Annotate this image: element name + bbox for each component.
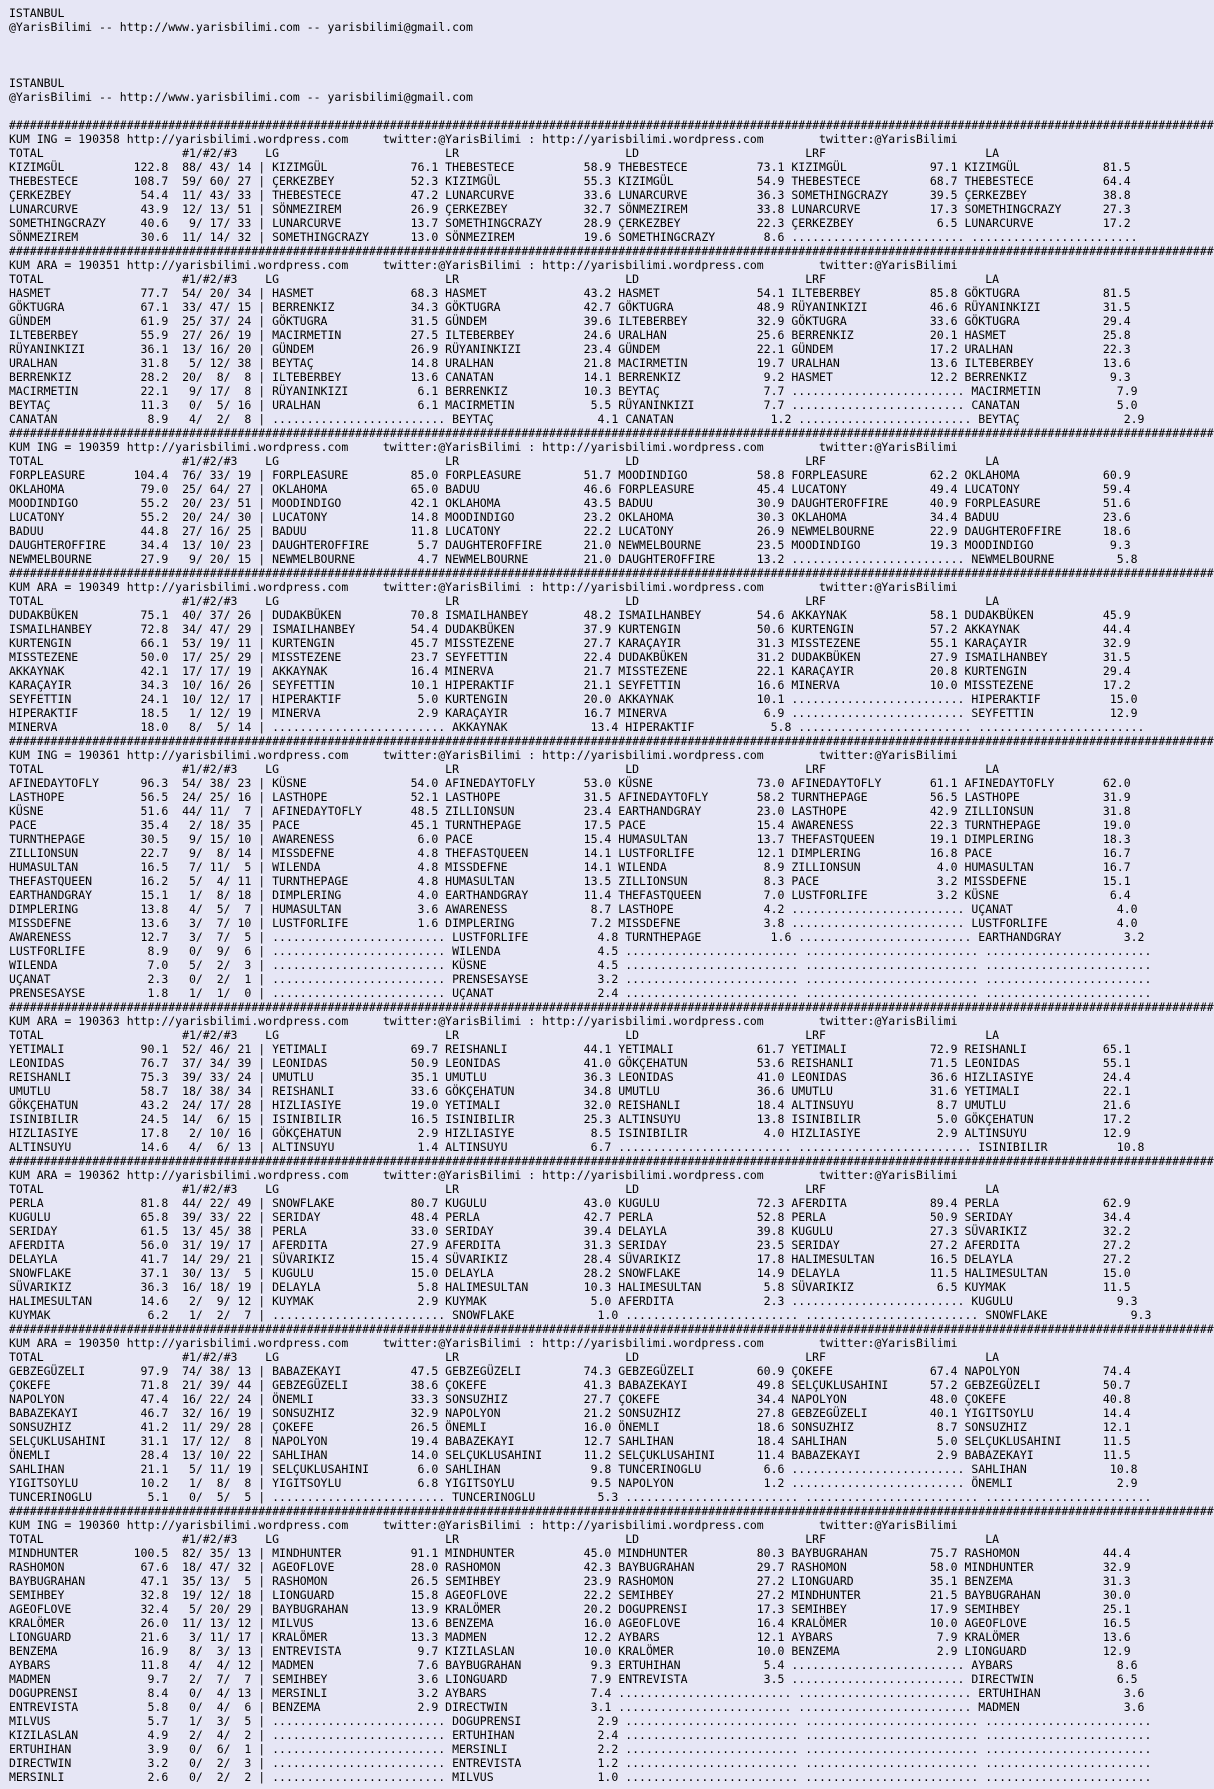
text-line: KUM ING = 190360 http://yarisbilimi.wordpress.com twitter:@YarisBilimi : http://yarisbilimi.wordpress.com twitter:@YarisBilimi	[9, 1518, 958, 1532]
text-line: LUNARCURVE 43.9 12/ 13/ 51 | SÖNMEZIREM 26.9 ÇERKEZBEY 32.7 SÖNMEZIREM 33.8 LUNARCURVE 17.3 SOMETHINGCRAZY 27.3	[9, 202, 1131, 216]
separator-line: ##############################################################################################################################################################################	[9, 118, 1214, 132]
text-line: NAPOLYON 47.4 16/ 22/ 24 | ÖNEMLI 33.3 SONSUZHIZ 27.7 ÇOKEFE 34.4 NAPOLYON 48.0 ÇOKEFE 40.8	[9, 1392, 1131, 1406]
text-line: @YarisBilimi -- http://www.yarisbilimi.com -- yarisbilimi@gmail.com	[9, 20, 473, 34]
text-line: KARAÇAYIR 34.3 10/ 16/ 26 | SEYFETTIN 10.1 HIPERAKTIF 21.1 SEYFETTIN 16.6 MINERVA 10.0 MISSTEZENE 17.2	[9, 678, 1131, 692]
text-line: KURTENGIN 66.1 53/ 19/ 11 | KURTENGIN 45.7 MISSTEZENE 27.7 KARAÇAYIR 31.3 MISSTEZENE 55.1 KARAÇAYIR 32.9	[9, 636, 1131, 650]
text-line: TUNCERINOGLU 5.1 0/ 5/ 5 | ......................... TUNCERINOGLU 5.3 ......................... ......................... ........................	[9, 1490, 1152, 1504]
text-line: DUDAKBÜKEN 75.1 40/ 37/ 26 | DUDAKBÜKEN 70.8 ISMAILHANBEY 48.2 ISMAILHANBEY 54.6 AKKAYNAK 58.1 DUDAKBÜKEN 45.9	[9, 608, 1131, 622]
text-line: BENZEMA 16.9 8/ 3/ 13 | ENTREVISTA 9.7 KIZILASLAN 10.0 KRALÖMER 10.0 BENZEMA 2.9 LIONGUARD 12.9	[9, 1644, 1131, 1658]
text-line: SERIDAY 61.5 13/ 45/ 38 | PERLA 33.0 SERIDAY 39.4 DELAYLA 39.8 KUGULU 27.3 SÜVARIKIZ 32.2	[9, 1224, 1131, 1238]
text-line: ENTREVISTA 5.8 0/ 4/ 6 | BENZEMA 2.9 DIRECTWIN 3.1 ......................... ......................... MADMEN 3.6	[9, 1700, 1145, 1714]
text-line: TURNTHEPAGE 30.5 9/ 15/ 10 | AWARENESS 6.0 PACE 15.4 HUMASULTAN 13.7 THEFASTQUEEN 19.1 DIMPLERING 18.3	[9, 832, 1131, 846]
text-line: MINERVA 18.0 8/ 5/ 14 | ......................... AKKAYNAK 13.4 HIPERAKTIF 5.8 ......................... ........................	[9, 720, 1145, 734]
text-line: HALIMESULTAN 14.6 2/ 9/ 12 | KUYMAK 2.9 KUYMAK 5.0 AFERDITA 2.3 ......................... KUGULU 9.3	[9, 1294, 1138, 1308]
text-line: KUGULU 65.8 39/ 33/ 22 | SERIDAY 48.4 PERLA 42.7 PERLA 52.8 PERLA 50.9 SERIDAY 34.4	[9, 1210, 1131, 1224]
text-line: ISTANBUL	[9, 6, 65, 20]
text-line: MISSDEFNE 13.6 3/ 7/ 10 | LUSTFORLIFE 1.6 DIMPLERING 7.2 MISSDEFNE 3.8 ......................... LUSTFORLIFE 4.0	[9, 916, 1138, 930]
text-line: AYBARS 11.8 4/ 4/ 12 | MADMEN 7.6 BAYBUGRAHAN 9.3 ERTUHIHAN 5.4 ......................... AYBARS 8.6	[9, 1658, 1138, 1672]
text-line: TOTAL #1/#2/#3 LG LR LD LRF LA	[9, 762, 1000, 776]
text-line: TOTAL #1/#2/#3 LG LR LD LRF LA	[9, 594, 1000, 608]
text-line: BERRENKIZ 28.2 20/ 8/ 8 | ILTEBERBEY 13.6 CANATAN 14.1 BERRENKIZ 9.2 HASMET 12.2 BERRENKIZ 9.3	[9, 370, 1131, 384]
text-line: URALHAN 31.8 5/ 12/ 38 | BEYTAÇ 14.8 URALHAN 21.8 MACIRMETIN 19.7 URALHAN 13.6 ILTEBERBEY 13.6	[9, 356, 1131, 370]
text-line: NEWMELBOURNE 27.9 9/ 20/ 15 | NEWMELBOURNE 4.7 NEWMELBOURNE 21.0 DAUGHTEROFFIRE 13.2 ......................... NEWMELBOURNE 5.8	[9, 552, 1138, 566]
text-line: REISHANLI 75.3 39/ 33/ 24 | UMUTLU 35.1 UMUTLU 36.3 LEONIDAS 41.0 LEONIDAS 36.6 HIZLIASIYE 24.4	[9, 1070, 1131, 1084]
text-line: AWARENESS 12.7 3/ 7/ 5 | ......................... LUSTFORLIFE 4.8 TURNTHEPAGE 1.6 ......................... EARTHANDGRAY 3.2	[9, 930, 1145, 944]
text-line: ISMAILHANBEY 72.8 34/ 47/ 29 | ISMAILHANBEY 54.4 DUDAKBÜKEN 37.9 KURTENGIN 50.6 KURTENGIN 57.2 AKKAYNAK 44.4	[9, 622, 1131, 636]
text-line: RÜYANINKIZI 36.1 13/ 16/ 20 | GÜNDEM 26.9 RÜYANINKIZI 23.4 GÜNDEM 22.1 GÜNDEM 17.2 URALHAN 22.3	[9, 342, 1131, 356]
text-line: THEFASTQUEEN 16.2 5/ 4/ 11 | TURNTHEPAGE 4.8 HUMASULTAN 13.5 ZILLIONSUN 8.3 PACE 3.2 MISSDEFNE 15.1	[9, 874, 1131, 888]
text-line: ÖNEMLI 28.4 13/ 10/ 22 | SAHLIHAN 14.0 SELÇUKLUSAHINI 11.2 SELÇUKLUSAHINI 11.4 BABAZEKAYI 2.9 BABAZEKAYI 11.5	[9, 1448, 1131, 1462]
separator-line: ##############################################################################################################################################################################	[9, 1154, 1214, 1168]
text-line: KUM ING = 190358 http://yarisbilimi.wordpress.com twitter:@YarisBilimi : http://yarisbilimi.wordpress.com twitter:@YarisBilimi	[9, 132, 958, 146]
text-line: HIPERAKTIF 18.5 1/ 12/ 19 | MINERVA 2.9 KARAÇAYIR 16.7 MINERVA 6.9 ......................... SEYFETTIN 12.9	[9, 706, 1138, 720]
text-line: SÖNMEZIREM 30.6 11/ 14/ 32 | SOMETHINGCRAZY 13.0 SÖNMEZIREM 19.6 SOMETHINGCRAZY 8.6 ......................... ........................	[9, 230, 1138, 244]
text-line: DOGUPRENSI 8.4 0/ 4/ 13 | MERSINLI 3.2 AYBARS 7.4 ......................... ......................... ERTUHIHAN 3.6	[9, 1686, 1145, 1700]
separator-line: ##############################################################################################################################################################################	[9, 734, 1214, 748]
text-line: MADMEN 9.7 2/ 7/ 7 | SEMIHBEY 3.6 LIONGUARD 7.9 ENTREVISTA 3.5 ......................... DIRECTWIN 6.5	[9, 1672, 1138, 1686]
text-line: BEYTAÇ 11.3 0/ 5/ 16 | URALHAN 6.1 MACIRMETIN 5.5 RÜYANINKIZI 7.7 ......................... CANATAN 5.0	[9, 398, 1138, 412]
text-line: DAUGHTEROFFIRE 34.4 13/ 10/ 23 | DAUGHTEROFFIRE 5.7 DAUGHTEROFFIRE 21.0 NEWMELBOURNE 23.5 MOODINDIGO 19.3 MOODINDIGO 9.3	[9, 538, 1131, 552]
text-line: MERSINLI 2.6 0/ 2/ 2 | ......................... MILVUS 1.0 ......................... ......................... ........................	[9, 1770, 1152, 1784]
text-line: TOTAL #1/#2/#3 LG LR LD LRF LA	[9, 272, 1000, 286]
text-line: LIONGUARD 21.6 3/ 11/ 17 | KRALÖMER 13.3 MADMEN 12.2 AYBARS 12.1 AYBARS 7.9 KRALÖMER 13.6	[9, 1630, 1131, 1644]
text-line: RASHOMON 67.6 18/ 47/ 32 | AGEOFLOVE 28.0 RASHOMON 42.3 BAYBUGRAHAN 29.7 RASHOMON 58.0 MINDHUNTER 32.9	[9, 1560, 1131, 1574]
text-line: KUM ARA = 190351 http://yarisbilimi.wordpress.com twitter:@YarisBilimi : http://yarisbilimi.wordpress.com twitter:@YarisBilimi	[9, 258, 958, 272]
text-line: KUM ARA = 190363 http://yarisbilimi.wordpress.com twitter:@YarisBilimi : http://yarisbilimi.wordpress.com twitter:@YarisBilimi	[9, 1014, 958, 1028]
text-line: ÇOKEFE 71.8 21/ 39/ 44 | GEBZEGÜZELI 38.6 ÇOKEFE 41.3 BABAZEKAYI 49.8 SELÇUKLUSAHINI 57.2 GEBZEGÜZELI 50.7	[9, 1378, 1131, 1392]
text-line	[9, 34, 1080, 48]
separator-line: ##############################################################################################################################################################################	[9, 1000, 1214, 1014]
text-line: LEONIDAS 76.7 37/ 34/ 39 | LEONIDAS 50.9 LEONIDAS 41.0 GÖKÇEHATUN 53.6 REISHANLI 71.5 LEONIDAS 55.1	[9, 1056, 1131, 1070]
text-line: TOTAL #1/#2/#3 LG LR LD LRF LA	[9, 454, 1000, 468]
text-line	[9, 48, 1080, 62]
text-line: GEBZEGÜZELI 97.9 74/ 38/ 13 | BABAZEKAYI 47.5 GEBZEGÜZELI 74.3 GEBZEGÜZELI 60.9 ÇOKEFE 67.4 NAPOLYON 74.4	[9, 1364, 1131, 1378]
text-line: MOODINDIGO 55.2 20/ 23/ 51 | MOODINDIGO 42.1 OKLAHOMA 43.5 BADUU 30.9 DAUGHTEROFFIRE 40.9 FORPLEASURE 51.6	[9, 496, 1131, 510]
text-line: TOTAL #1/#2/#3 LG LR LD LRF LA	[9, 1028, 1000, 1042]
text-line: SÜVARIKIZ 36.3 16/ 18/ 19 | DELAYLA 5.8 HALIMESULTAN 10.3 HALIMESULTAN 5.8 SÜVARIKIZ 6.5 KUYMAK 11.5	[9, 1280, 1131, 1294]
text-line: SEYFETTIN 24.1 10/ 12/ 17 | HIPERAKTIF 5.0 KURTENGIN 20.0 AKKAYNAK 10.1 ......................... HIPERAKTIF 15.0	[9, 692, 1138, 706]
text-line: TOTAL #1/#2/#3 LG LR LD LRF LA	[9, 1350, 1000, 1364]
text-line: MINDHUNTER 100.5 82/ 35/ 13 | MINDHUNTER 91.1 MINDHUNTER 45.0 MINDHUNTER 80.3 BAYBUGRAHAN 75.7 RASHOMON 44.4	[9, 1546, 1131, 1560]
text-line: KUYMAK 6.2 1/ 2/ 7 | ......................... SNOWFLAKE 1.0 ......................... ......................... SNOWFLAKE 9.3	[9, 1308, 1152, 1322]
separator-line: ##############################################################################################################################################################################	[9, 1504, 1214, 1518]
text-line: BABAZEKAYI 46.7 32/ 16/ 19 | SONSUZHIZ 32.9 NAPOLYON 21.2 SONSUZHIZ 27.8 GEBZEGÜZELI 40.1 YIGITSOYLU 14.4	[9, 1406, 1131, 1420]
text-line: AFINEDAYTOFLY 96.3 54/ 38/ 23 | KÜSNE 54.0 AFINEDAYTOFLY 53.0 KÜSNE 73.0 AFINEDAYTOFLY 61.1 AFINEDAYTOFLY 62.0	[9, 776, 1131, 790]
text-line: UÇANAT 2.3 0/ 2/ 1 | ......................... PRENSESAYSE 3.2 ......................... ......................... ........................	[9, 972, 1152, 986]
text-line: GÖKTUGRA 67.1 33/ 47/ 15 | BERRENKIZ 34.3 GÖKTUGRA 42.7 GÖKTUGRA 48.9 RÜYANINKIZI 46.6 RÜYANINKIZI 31.5	[9, 300, 1131, 314]
text-line: AKKAYNAK 42.1 17/ 17/ 19 | AKKAYNAK 16.4 MINERVA 21.7 MISSTEZENE 22.1 KARAÇAYIR 20.8 KURTENGIN 29.4	[9, 664, 1131, 678]
text-line: GÖKÇEHATUN 43.2 24/ 17/ 28 | HIZLIASIYE 19.0 YETIMALI 32.0 REISHANLI 18.4 ALTINSUYU 8.7 UMUTLU 21.6	[9, 1098, 1131, 1112]
text-line: ZILLIONSUN 22.7 9/ 8/ 14 | MISSDEFNE 4.8 THEFASTQUEEN 14.1 LUSTFORLIFE 12.1 DIMPLERING 16.8 PACE 16.7	[9, 846, 1131, 860]
text-line: KIZILASLAN 4.9 2/ 4/ 2 | ......................... ERTUHIHAN 2.4 ......................... ......................... ........................	[9, 1728, 1152, 1742]
text-line: ILTEBERBEY 55.9 27/ 26/ 19 | MACIRMETIN 27.5 ILTEBERBEY 24.6 URALHAN 25.6 BERRENKIZ 20.1 HASMET 25.8	[9, 328, 1131, 342]
text-line: TOTAL #1/#2/#3 LG LR LD LRF LA	[9, 1182, 1000, 1196]
text-line: KRALÖMER 26.0 11/ 13/ 12 | MILVUS 13.6 BENZEMA 16.0 AGEOFLOVE 16.4 KRALÖMER 10.0 AGEOFLOVE 16.5	[9, 1616, 1131, 1630]
text-line: TOTAL #1/#2/#3 LG LR LD LRF LA	[9, 1532, 1000, 1546]
text-line: ISTANBUL	[9, 76, 65, 90]
text-line: GÜNDEM 61.9 25/ 37/ 24 | GÖKTUGRA 31.5 GÜNDEM 39.6 ILTEBERBEY 32.9 GÖKTUGRA 33.6 GÖKTUGRA 29.4	[9, 314, 1131, 328]
text-line: KIZIMGÜL 122.8 88/ 43/ 14 | KIZIMGÜL 76.1 THEBESTECE 58.9 THEBESTECE 73.1 KIZIMGÜL 97.1 KIZIMGÜL 81.5	[9, 160, 1131, 174]
text-line: ISINIBILIR 24.5 14/ 6/ 15 | ISINIBILIR 16.5 ISINIBILIR 25.3 ALTINSUYU 13.8 ISINIBILIR 5.0 GÖKÇEHATUN 17.2	[9, 1112, 1131, 1126]
text-line: UMUTLU 58.7 18/ 38/ 34 | REISHANLI 33.6 GÖKÇEHATUN 34.8 UMUTLU 36.6 UMUTLU 31.6 YETIMALI 22.1	[9, 1084, 1131, 1098]
text-line: SONSUZHIZ 41.2 11/ 29/ 28 | ÇOKEFE 26.5 ÖNEMLI 16.0 ÖNEMLI 18.6 SONSUZHIZ 8.7 SONSUZHIZ 12.1	[9, 1420, 1131, 1434]
text-line: FORPLEASURE 104.4 76/ 33/ 19 | FORPLEASURE 85.0 FORPLEASURE 51.7 MOODINDIGO 58.8 FORPLEASURE 62.2 OKLAHOMA 60.9	[9, 468, 1131, 482]
text-line: SAHLIHAN 21.1 5/ 11/ 19 | SELÇUKLUSAHINI 6.0 SAHLIHAN 9.8 TUNCERINOGLU 6.6 ......................... SAHLIHAN 10.8	[9, 1462, 1138, 1476]
text-line: DELAYLA 41.7 14/ 29/ 21 | SÜVARIKIZ 15.4 SÜVARIKIZ 28.4 SÜVARIKIZ 17.8 HALIMESULTAN 16.5 DELAYLA 27.2	[9, 1252, 1131, 1266]
text-line: YIGITSOYLU 10.2 1/ 8/ 8 | YIGITSOYLU 6.8 YIGITSOYLU 9.5 NAPOLYON 1.2 ......................... ÖNEMLI 2.9	[9, 1476, 1138, 1490]
text-line: KUM ING = 190359 http://yarisbilimi.wordpress.com twitter:@YarisBilimi : http://yarisbilimi.wordpress.com twitter:@YarisBilimi	[9, 440, 958, 454]
text-line: DIMPLERING 13.8 4/ 5/ 7 | HUMASULTAN 3.6 AWARENESS 8.7 LASTHOPE 4.2 ......................... UÇANAT 4.0	[9, 902, 1138, 916]
text-line: BADUU 44.8 27/ 16/ 25 | BADUU 11.8 LUCATONY 22.2 LUCATONY 26.9 NEWMELBOURNE 22.9 DAUGHTEROFFIRE 18.6	[9, 524, 1131, 538]
text-line: AGEOFLOVE 32.4 5/ 20/ 29 | BAYBUGRAHAN 13.9 KRALÖMER 20.2 DOGUPRENSI 17.3 SEMIHBEY 17.9 SEMIHBEY 25.1	[9, 1602, 1131, 1616]
text-line: HASMET 77.7 54/ 20/ 34 | HASMET 68.3 HASMET 43.2 HASMET 54.1 ILTEBERBEY 85.8 GÖKTUGRA 81.5	[9, 286, 1131, 300]
text-line: SOMETHINGCRAZY 40.6 9/ 17/ 33 | LUNARCURVE 13.7 SOMETHINGCRAZY 28.9 ÇERKEZBEY 22.3 ÇERKEZBEY 6.5 LUNARCURVE 17.2	[9, 216, 1131, 230]
text-line: PACE 35.4 2/ 18/ 35 | PACE 45.1 TURNTHEPAGE 17.5 PACE 15.4 AWARENESS 22.3 TURNTHEPAGE 19.0	[9, 818, 1131, 832]
text-line: HUMASULTAN 16.5 7/ 11/ 5 | WILENDA 4.8 MISSDEFNE 14.1 WILENDA 8.9 ZILLIONSUN 4.0 HUMASULTAN 16.7	[9, 860, 1131, 874]
separator-line: ##############################################################################################################################################################################	[9, 426, 1214, 440]
text-line: LUCATONY 55.2 20/ 24/ 30 | LUCATONY 14.8 MOODINDIGO 23.2 OKLAHOMA 30.3 OKLAHOMA 34.4 BADUU 23.6	[9, 510, 1131, 524]
text-line: KUM ARA = 190350 http://yarisbilimi.wordpress.com twitter:@YarisBilimi : http://yarisbilimi.wordpress.com twitter:@YarisBilimi	[9, 1336, 958, 1350]
text-line	[9, 62, 1080, 76]
text-line: ÇERKEZBEY 54.4 11/ 43/ 33 | THEBESTECE 47.2 LUNARCURVE 33.6 LUNARCURVE 36.3 SOMETHINGCRAZY 39.5 ÇERKEZBEY 38.8	[9, 188, 1131, 202]
text-line: EARTHANDGRAY 15.1 1/ 8/ 18 | DIMPLERING 4.0 EARTHANDGRAY 11.4 THEFASTQUEEN 7.0 LUSTFORLIFE 3.2 KÜSNE 6.4	[9, 888, 1131, 902]
text-line: SNOWFLAKE 37.1 30/ 13/ 5 | KUGULU 15.0 DELAYLA 28.2 SNOWFLAKE 14.9 DELAYLA 11.5 HALIMESULTAN 15.0	[9, 1266, 1131, 1280]
text-line: SELÇUKLUSAHINI 31.1 17/ 12/ 8 | NAPOLYON 19.4 BABAZEKAYI 12.7 SAHLIHAN 18.4 SAHLIHAN 5.0 SELÇUKLUSAHINI 11.5	[9, 1434, 1131, 1448]
text-line: WILENDA 7.0 5/ 2/ 3 | ......................... KÜSNE 4.5 ......................... ......................... ........................	[9, 958, 1152, 972]
text-line: DIRECTWIN 3.2 0/ 2/ 3 | ......................... ENTREVISTA 1.2 ......................... ......................... ........................	[9, 1756, 1152, 1770]
text-line: ALTINSUYU 14.6 4/ 6/ 13 | ALTINSUYU 1.4 ALTINSUYU 6.7 ......................... ......................... ISINIBILIR 10.8	[9, 1140, 1145, 1154]
text-line: BAYBUGRAHAN 47.1 35/ 13/ 5 | RASHOMON 26.5 SEMIHBEY 23.9 RASHOMON 27.2 LIONGUARD 35.1 BENZEMA 31.3	[9, 1574, 1131, 1588]
text-line: MILVUS 5.7 1/ 3/ 5 | ......................... DOGUPRENSI 2.9 ......................... ......................... ........................	[9, 1714, 1152, 1728]
text-line: YETIMALI 90.1 52/ 46/ 21 | YETIMALI 69.7 REISHANLI 44.1 YETIMALI 61.7 YETIMALI 72.9 REISHANLI 65.1	[9, 1042, 1131, 1056]
text-line: PRENSESAYSE 1.8 1/ 1/ 0 | ......................... UÇANAT 2.4 ......................... ......................... ........................	[9, 986, 1152, 1000]
text-line: OKLAHOMA 79.0 25/ 64/ 27 | OKLAHOMA 65.0 BADUU 46.6 FORPLEASURE 45.4 LUCATONY 49.4 LUCATONY 59.4	[9, 482, 1131, 496]
text-line: THEBESTECE 108.7 59/ 60/ 27 | ÇERKEZBEY 52.3 KIZIMGÜL 55.3 KIZIMGÜL 54.9 THEBESTECE 68.7 THEBESTECE 64.4	[9, 174, 1131, 188]
text-line: LASTHOPE 56.5 24/ 25/ 16 | LASTHOPE 52.1 LASTHOPE 31.5 AFINEDAYTOFLY 58.2 TURNTHEPAGE 56.5 LASTHOPE 31.9	[9, 790, 1131, 804]
text-line	[9, 104, 1080, 118]
text-line: ERTUHIHAN 3.9 0/ 6/ 1 | ......................... MERSINLI 2.2 ......................... ......................... ........................	[9, 1742, 1152, 1756]
separator-line: ##############################################################################################################################################################################	[9, 1322, 1214, 1336]
text-line: MACIRMETIN 22.1 9/ 17/ 8 | RÜYANINKIZI 6.1 BERRENKIZ 10.3 BEYTAÇ 7.7 ......................... MACIRMETIN 7.9	[9, 384, 1138, 398]
text-line: CANATAN 8.9 4/ 2/ 8 | ......................... BEYTAÇ 4.1 CANATAN 1.2 ......................... BEYTAÇ 2.9	[9, 412, 1145, 426]
text-line: SEMIHBEY 32.8 19/ 12/ 18 | LIONGUARD 15.8 AGEOFLOVE 22.2 SEMIHBEY 27.2 MINDHUNTER 21.5 BAYBUGRAHAN 30.0	[9, 1588, 1131, 1602]
text-line: HIZLIASIYE 17.8 2/ 10/ 16 | GÖKÇEHATUN 2.9 HIZLIASIYE 8.5 ISINIBILIR 4.0 HIZLIASIYE 2.9 ALTINSUYU 12.9	[9, 1126, 1131, 1140]
text-line: @YarisBilimi -- http://www.yarisbilimi.com -- yarisbilimi@gmail.com	[9, 90, 473, 104]
separator-line: ##############################################################################################################################################################################	[9, 566, 1214, 580]
text-line: KUM ARA = 190349 http://yarisbilimi.wordpress.com twitter:@YarisBilimi : http://yarisbilimi.wordpress.com twitter:@YarisBilimi	[9, 580, 958, 594]
text-line: PERLA 81.8 44/ 22/ 49 | SNOWFLAKE 80.7 KUGULU 43.0 KUGULU 72.3 AFERDITA 89.4 PERLA 62.9	[9, 1196, 1131, 1210]
text-line: MISSTEZENE 50.0 17/ 25/ 29 | MISSTEZENE 23.7 SEYFETTIN 22.4 DUDAKBÜKEN 31.2 DUDAKBÜKEN 27.9 ISMAILHANBEY 31.5	[9, 650, 1131, 664]
text-line: AFERDITA 56.0 31/ 19/ 17 | AFERDITA 27.9 AFERDITA 31.3 SERIDAY 23.5 SERIDAY 27.2 AFERDITA 27.2	[9, 1238, 1131, 1252]
text-line: KUM ING = 190361 http://yarisbilimi.wordpress.com twitter:@YarisBilimi : http://yarisbilimi.wordpress.com twitter:@YarisBilimi	[9, 748, 958, 762]
text-line: KÜSNE 51.6 44/ 11/ 7 | AFINEDAYTOFLY 48.5 ZILLIONSUN 23.4 EARTHANDGRAY 23.0 LASTHOPE 42.9 ZILLIONSUN 31.8	[9, 804, 1131, 818]
separator-line: ##############################################################################################################################################################################	[9, 244, 1214, 258]
text-line: TOTAL #1/#2/#3 LG LR LD LRF LA	[9, 146, 1000, 160]
text-line: KUM ARA = 190362 http://yarisbilimi.wordpress.com twitter:@YarisBilimi : http://yarisbilimi.wordpress.com twitter:@YarisBilimi	[9, 1168, 958, 1182]
text-line: LUSTFORLIFE 8.9 0/ 9/ 6 | ......................... WILENDA 4.5 ......................... ......................... ........................	[9, 944, 1152, 958]
